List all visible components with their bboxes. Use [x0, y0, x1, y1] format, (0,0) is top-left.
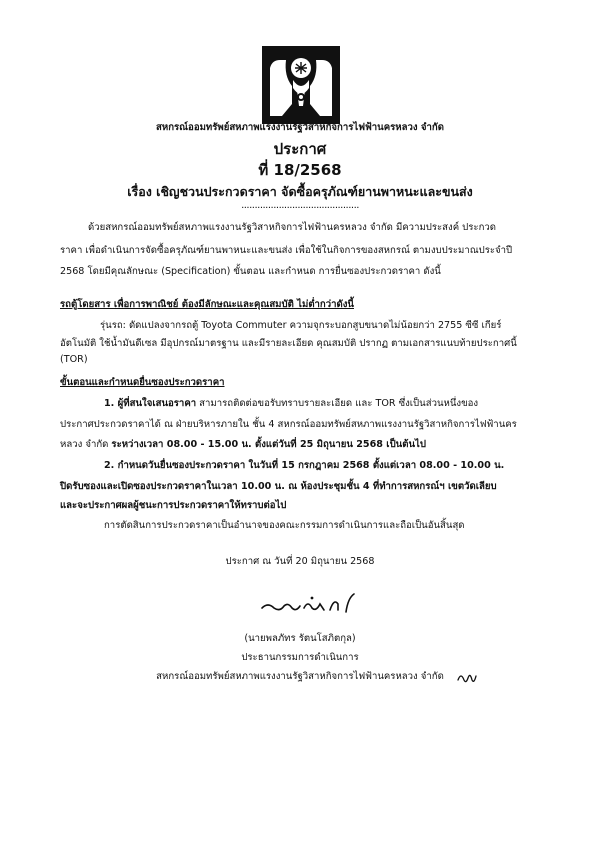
steps-heading: ขั้นตอนและกำหนดยื่นซองประกวดราคา [60, 377, 225, 388]
spec-line-3: (TOR) [60, 354, 88, 365]
announce-date: ประกาศ ณ วันที่ 20 มิถุนายน 2568 [225, 556, 375, 567]
closing-statement: การตัดสินการประกวดราคาเป็นอำนาจของคณะกรรมการดำเนินการและถือเป็นอันสิ้นสุด [104, 520, 465, 531]
step-2-line-3: และจะประกาศผลผู้ชนะการประกวดราคาให้ทราบต่อไป [60, 500, 287, 511]
step-2-line-2: ปิดรับซองและเปิดซองประกวดราคาในเวลา 10.00 น. ณ ห้องประชุมชั้น 4 ที่ทำการสหกรณ์ฯ เขตวัดเลียบ [60, 481, 497, 492]
intro-line-2: ราคา เพื่อดำเนินการจัดซื้อครุภัณฑ์ยานพาหนะและขนส่ง เพื่อใช้ในกิจการของสหกรณ์ ตามงบประมาณประจำปี [60, 245, 513, 256]
step-1-line-3-bold: ระหว่างเวลา 08.00 - 15.00 น. ตั้งแต่วันที่ 25 มิถุนายน 2568 เป็นต้นไป [111, 439, 426, 450]
subject-line: เรื่อง เชิญชวนประกวดราคา จัดซื้อครุภัณฑ์ยานพาหนะและขนส่ง [127, 184, 473, 199]
organization-name: สหกรณ์ออมทรัพย์สหภาพแรงงานรัฐวิสาหกิจการไฟฟ้านครหลวง จำกัด [156, 122, 444, 133]
step-1-line-2: ประกาศประกวดราคาได้ ณ ฝ่ายบริหารภายใน ชั้น 4 สหกรณ์ออมทรัพย์สหภาพแรงงานรัฐวิสาหกิจการไฟฟ้านคร [60, 419, 517, 430]
step-1-line-3 [60, 438, 426, 452]
spec-line-1: รุ่นรถ: ดัดแปลงจากรถตู้ Toyota Commuter ความจุกระบอกสูบขนาดไม่น้อยกว่า 2755 ซีซี เกียร์ [100, 320, 502, 331]
step-1-label: 1. ผู้ที่สนใจเสนอราคา [104, 398, 197, 409]
signature-mark [258, 588, 358, 620]
subject-divider: ............................................ [241, 200, 359, 211]
signatory-organization: สหกรณ์ออมทรัพย์สหภาพแรงงานรัฐวิสาหกิจการไฟฟ้านครหลวง จำกัด [156, 671, 444, 682]
step-2-line-1: 2. กำหนดวันยื่นซองประกวดราคา ในวันที่ 15 กรกฎาคม 2568 ตั้งแต่เวลา 08.00 - 10.00 น. [104, 460, 505, 471]
initial-mark [456, 668, 478, 686]
intro-line-3: 2568 โดยมีคุณลักษณะ (Specification) ขั้นตอน และกำหนด การยื่นซองประกวดราคา ดังนี้ [60, 266, 441, 277]
organization-emblem-logo [262, 46, 340, 124]
spec-line-2: อัตโนมัติ ใช้น้ำมันดีเซล มีอุปกรณ์มาตรฐาน และมีรายละเอียด คุณสมบัติ ปรากฏ ตามเอกสารแนบท้ายประกาศนี้ [60, 338, 517, 349]
spec-heading: รถตู้โดยสาร เพื่อการพาณิชย์ ต้องมีลักษณะและคุณสมบัติ ไม่ต่ำกว่าดังนี้ [60, 299, 354, 310]
intro-line-1: ด้วยสหกรณ์ออมทรัพย์สหภาพแรงงานรัฐวิสาหกิจการไฟฟ้านครหลวง จำกัด มีความประสงค์ ประกวด [88, 222, 497, 233]
document-type-title: ประกาศ [273, 140, 327, 158]
step-1-line-1 [104, 397, 478, 411]
step-1-line-1-rest: สามารถติดต่อขอรับทราบรายละเอียด และ TOR ซึ่งเป็นส่วนหนึ่งของ [196, 398, 479, 409]
signatory-name: (นายพลภัทร รัตนโสภิตกุล) [244, 633, 356, 644]
signatory-position: ประธานกรรมการดำเนินการ [241, 652, 359, 663]
document-number: ที่ 18/2568 [258, 161, 342, 179]
step-1-line-3-plain: หลวง จำกัด [60, 439, 112, 450]
